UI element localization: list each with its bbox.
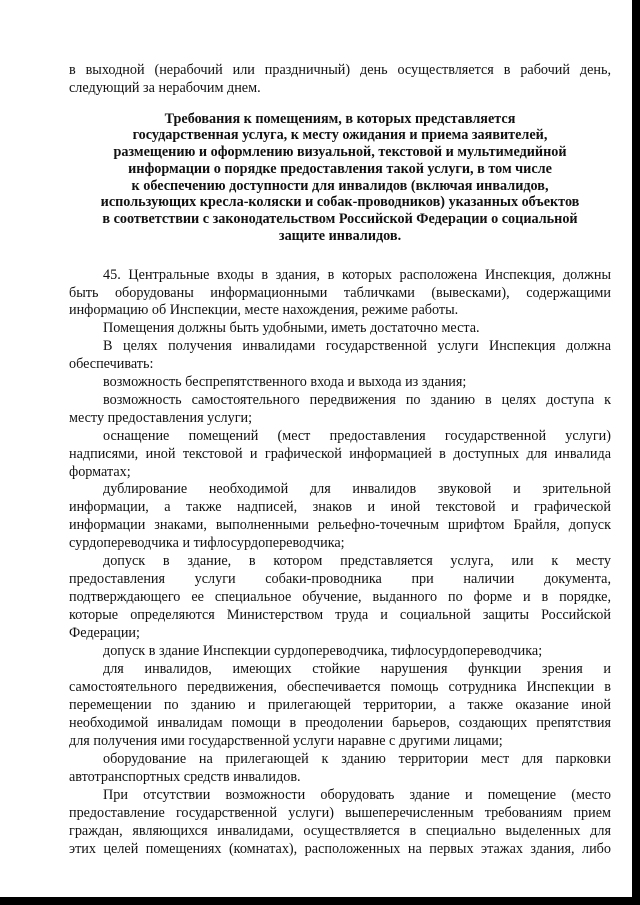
body-line: При отсутствии возможности оборудовать здание и помещение (место	[103, 787, 611, 803]
body-line: В целях получения инвалидами государственной услуги Инспекция должна	[103, 338, 611, 354]
body-line: форматах;	[69, 464, 131, 480]
body-line: надписями, иной текстовой и графической информацией в доступных для инвалида	[69, 446, 611, 462]
body-line: быть оборудованы информационными табличками (вывесками), содержащими	[69, 285, 611, 301]
body-line: информацию об Инспекции, месте нахождения, режиме работы.	[69, 302, 459, 318]
body-line: предоставления услуги собаки-проводника при наличии документа,	[69, 571, 611, 587]
body-line: информации знаками, выполненными рельефно-точечным шрифтом Брайля, допуск	[69, 517, 611, 533]
body-line: необходимой инвалидам помощи в преодолении барьеров, создающих препятствия	[69, 715, 611, 731]
body-line: Федерации;	[69, 625, 140, 641]
body-line: обеспечивать:	[69, 356, 154, 372]
scan-edge-bottom	[0, 897, 640, 905]
scan-edge-right	[632, 0, 640, 905]
body-line: для инвалидов, имеющих стойкие нарушения функции зрения и	[103, 661, 611, 677]
body-line: перемещении по зданию и прилегающей территории, а также оказание иной	[69, 697, 611, 713]
section-heading-line-6: использующих кресла-коляски и собак-проводников) указанных объектов	[100, 194, 580, 210]
section-heading-line-4: информации о порядке предоставления такой услуги, в том числе	[128, 161, 552, 177]
body-line: допуск в здание, в котором представляется услуга, или к месту	[103, 553, 611, 569]
body-line: которые определяются Министерством труда и социальной защиты Российской	[69, 607, 611, 623]
body-line: допуск в здание Инспекции сурдопереводчика, тифлосурдопереводчика;	[103, 643, 543, 659]
section-heading-line-5: к обеспечению доступности для инвалидов (включая инвалидов,	[131, 178, 549, 194]
section-heading-line-7: в соответствии с законодательством Российской Федерации о социальной	[102, 211, 578, 227]
body-line: подтверждающего ее специальное обучение, выданного по форме и в порядке,	[69, 589, 611, 605]
body-line: оборудование на прилегающей к зданию территории мест для парковки	[103, 751, 611, 767]
body-line: самостоятельного передвижения, обеспечивается помощь сотрудника Инспекции в	[69, 679, 611, 695]
body-line: возможность самостоятельного передвижения по зданию в целях доступа к	[103, 392, 611, 408]
section-heading-line-8: защите инвалидов.	[278, 228, 402, 244]
intro-line-1: в выходной (нерабочий или праздничный) день осуществляется в рабочий день,	[69, 62, 611, 78]
body-line: месту предоставления услуги;	[69, 410, 253, 426]
body-line: информации, а также надписей, знаков и иной текстовой и графической	[69, 499, 611, 515]
body-line: автотранспортных средств инвалидов.	[69, 769, 301, 785]
section-heading-line-2: государственная услуга, к месту ожидания и приема заявителей,	[132, 127, 548, 143]
body-line: возможность беспрепятственного входа и выхода из здания;	[103, 374, 467, 390]
intro-line-2: следующий за нерабочим днем.	[69, 80, 261, 96]
body-line: предоставление государственной услуги) вышеперечисленным требованиям прием	[69, 805, 611, 821]
body-line: оснащение помещений (мест предоставления государственной услуги)	[103, 428, 611, 444]
body-line: этих целей помещениях (комнатах), расположенных на первых этажах здания, либо	[69, 841, 611, 857]
section-heading-line-3: размещению и оформлению визуальной, текстовой и мультимедийной	[113, 144, 567, 160]
body-line: граждан, являющихся инвалидами, осуществляется в специально выделенных для	[69, 823, 611, 839]
body-line: Помещения должны быть удобными, иметь достаточно места.	[103, 320, 480, 336]
body-line: 45. Центральные входы в здания, в которых расположена Инспекция, должны	[103, 267, 611, 283]
body-line: дублирование необходимой для инвалидов звуковой и зрительной	[103, 481, 611, 497]
section-heading-line-1: Требования к помещениям, в которых представляется	[164, 111, 516, 127]
body-line: сурдопереводчика и тифлосурдопереводчика;	[69, 535, 345, 551]
body-line: для получения ими государственной услуги наравне с другими лицами;	[69, 733, 503, 749]
